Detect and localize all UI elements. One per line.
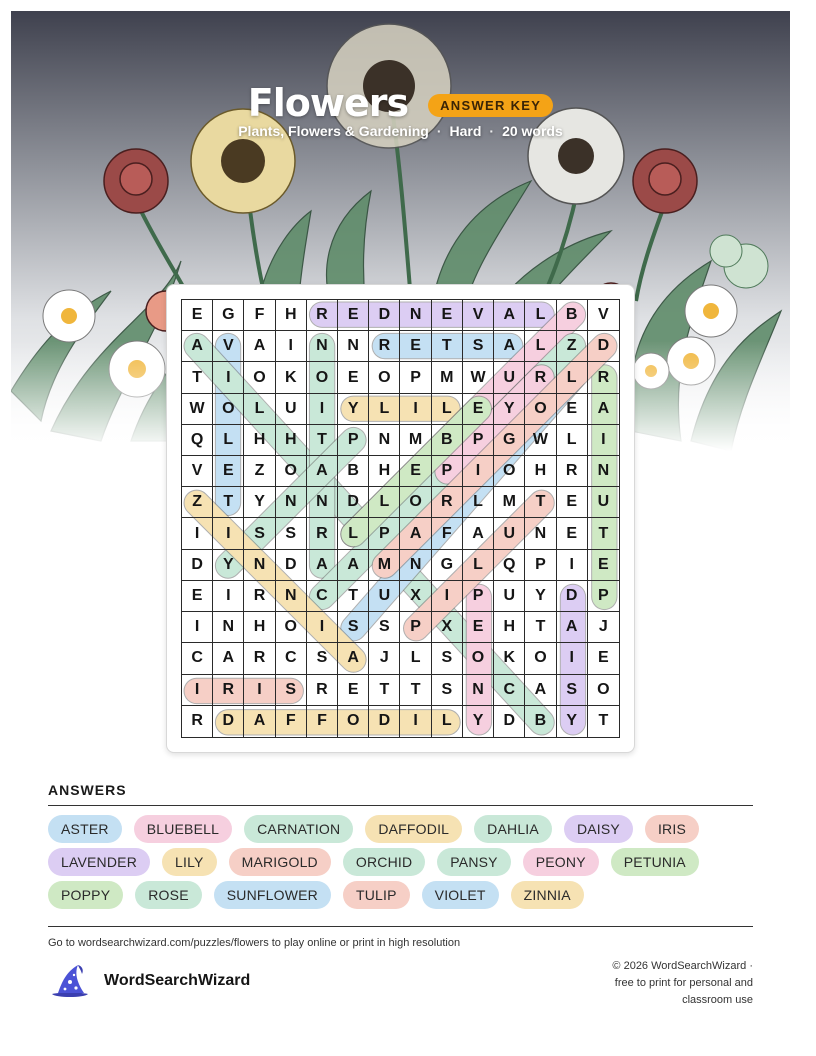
answer-chip: MARIGOLD [229,848,331,876]
grid-cell: N [525,518,556,549]
grid-cell: E [432,300,463,331]
grid-cell: O [244,362,275,393]
grid-cell: P [338,425,369,456]
grid-cell: C [276,643,307,674]
grid-cell: P [369,518,400,549]
grid-cell: E [557,518,588,549]
brand [48,962,250,1000]
grid-cell: E [338,362,369,393]
grid-cell: N [276,487,307,518]
answer-chip: ASTER [48,815,122,843]
grid-cell: H [525,456,556,487]
grid-cell: M [494,487,525,518]
grid-cell: B [525,706,556,737]
grid-cell: N [244,550,275,581]
grid-cell: L [369,487,400,518]
grid-cell: L [463,487,494,518]
grid-cell: U [588,487,619,518]
answer-chip: SUNFLOWER [214,881,331,909]
grid-cell: K [276,362,307,393]
grid-cell: C [307,581,338,612]
answer-chip: LAVENDER [48,848,150,876]
grid-cell: I [213,518,244,549]
grid-cell: O [213,394,244,425]
grid-cell: I [213,362,244,393]
grid-cell: R [307,518,338,549]
grid-cell: U [494,362,525,393]
grid-cell: I [276,331,307,362]
grid-cell: N [338,331,369,362]
grid-cell: O [276,612,307,643]
grid-cell: U [494,581,525,612]
grid-cell: I [244,675,275,706]
grid-cell: A [463,518,494,549]
answer-chip: VIOLET [422,881,499,909]
grid-cell: I [432,581,463,612]
answer-chip: POPPY [48,881,123,909]
grid-cell: D [557,581,588,612]
grid-cell: E [182,581,213,612]
grid-cell: I [588,425,619,456]
grid-cell: I [307,612,338,643]
difficulty-label: Hard [449,123,482,139]
grid-cell: P [400,362,431,393]
grid-cell: U [276,394,307,425]
meta-separator: · [489,123,495,139]
grid-cell: P [432,456,463,487]
grid-cell: C [494,675,525,706]
footer-divider [48,926,753,927]
grid-cell: Y [525,581,556,612]
grid-cell: L [213,425,244,456]
grid-cell: T [598,712,609,730]
grid-cell: L [463,550,494,581]
grid-cell: F [276,706,307,737]
answers-heading: ANSWERS [48,782,127,798]
grid-cell: B [432,425,463,456]
grid-cell: E [182,300,213,331]
grid-cell: E [588,643,619,674]
grid-cell: H [276,425,307,456]
grid-cell: V [463,300,494,331]
grid-cell: A [307,550,338,581]
grid-cell: R [369,331,400,362]
grid-cell: X [432,612,463,643]
grid-cell: E [588,550,619,581]
grid-cell: T [588,518,619,549]
grid-cell: T [400,675,431,706]
grid-cell: Y [494,394,525,425]
grid-cell: R [307,300,338,331]
grid-cell: E [463,394,494,425]
copyright-line: free to print for personal and [614,977,753,989]
grid-cell: I [400,394,431,425]
answer-chip: ORCHID [343,848,425,876]
grid-cell: O [525,394,556,425]
grid-cell: R [244,643,275,674]
grid-cell: M [369,550,400,581]
grid-cell: A [494,300,525,331]
grid-cell: P [400,612,431,643]
copyright-line: © 2026 WordSearchWizard · [612,960,753,972]
grid-cell: L [525,331,556,362]
title-row [11,81,790,125]
grid-cell: D [213,706,244,737]
grid-cell: M [400,425,431,456]
grid-cell: B [338,456,369,487]
grid-cell: O [307,362,338,393]
grid-cell: L [432,394,463,425]
grid-cell: R [588,362,619,393]
copyright-line: classroom use [682,994,753,1006]
puzzle-meta [11,123,790,139]
grid-cell: H [494,612,525,643]
grid-cell: Z [557,331,588,362]
word-search-grid [181,299,620,738]
grid-cell: A [588,394,619,425]
grid-cell: D [182,550,213,581]
grid-cell: Y [557,706,588,737]
grid-cell: N [369,425,400,456]
grid-cell: D [494,706,525,737]
grid-cell: F [432,518,463,549]
grid-cell: S [557,675,588,706]
answer-chip: LILY [162,848,217,876]
grid-cell: P [463,581,494,612]
grid-cell: A [557,612,588,643]
grid-cell: E [338,675,369,706]
grid-cell: S [276,675,307,706]
grid-cell: V [588,300,619,331]
grid-cell: O [276,456,307,487]
grid-cell: E [400,331,431,362]
grid-cell: E [213,456,244,487]
grid-cell: W [525,425,556,456]
grid-cell: E [557,394,588,425]
grid-cell: L [400,643,431,674]
grid-cell: S [432,643,463,674]
grid-cell: Y [463,706,494,737]
grid-cell: L [525,300,556,331]
grid-cell: P [525,550,556,581]
grid-cell: T [182,362,213,393]
grid-cell: N [276,581,307,612]
grid-cell: I [213,581,244,612]
grid-cell: N [400,550,431,581]
grid-cell: L [432,706,463,737]
grid-cell: X [400,581,431,612]
grid-cell: I [400,706,431,737]
grid-cell: A [400,518,431,549]
grid-cell: R [307,675,338,706]
grid-cell: A [307,456,338,487]
grid-cell: T [525,487,556,518]
grid-cell: E [557,487,588,518]
word-count-label: 20 words [502,123,563,139]
grid-cell: Y [213,550,244,581]
answer-chip: BLUEBELL [134,815,232,843]
grid-cell: O [588,675,619,706]
grid-cell: I [557,643,588,674]
grid-cell: T [432,331,463,362]
category-label: Plants, Flowers & Gardening [238,123,429,139]
grid-cell: P [463,425,494,456]
grid-cell: T [369,675,400,706]
answer-chip: PETUNIA [611,848,699,876]
grid-cell: R [244,581,275,612]
grid-cell: S [307,643,338,674]
grid-cell: A [182,331,213,362]
grid-cell: R [432,487,463,518]
grid-cell: G [213,300,244,331]
grid-cell: O [525,643,556,674]
grid-cell: S [369,612,400,643]
answer-key-badge: ANSWER KEY [428,94,553,117]
grid-cell: Q [182,425,213,456]
grid-cell: S [276,518,307,549]
grid-cell: I [182,612,213,643]
answer-chip: PANSY [437,848,510,876]
grid-cell: R [525,362,556,393]
grid-cell: B [557,300,588,331]
grid-cell: T [213,487,244,518]
answer-chip: TULIP [343,881,410,909]
grid-cell: E [338,300,369,331]
grid-cell: Y [244,487,275,518]
grid-cell: L [557,362,588,393]
grid-cell: J [588,612,619,643]
answer-chip: PEONY [523,848,599,876]
grid-cell: J [369,643,400,674]
meta-separator: · [436,123,442,139]
grid-cell: T [338,581,369,612]
grid-cell: A [494,331,525,362]
grid-cell: O [369,362,400,393]
brand-name: WordSearchWizard [104,972,251,989]
page-title: Flowers [247,81,409,125]
grid-cell: I [307,394,338,425]
grid-cell: S [432,675,463,706]
grid-cell: W [463,362,494,393]
grid-cell: D [276,550,307,581]
grid-cell: E [400,456,431,487]
grid-cell: R [213,675,244,706]
grid-cell: Q [494,550,525,581]
grid-cell: D [369,300,400,331]
grid-cell: S [463,331,494,362]
answer-chip: CARNATION [244,815,353,843]
answers-list [48,815,758,909]
grid-cell: F [244,300,275,331]
grid-cell: I [182,518,213,549]
grid-cell: R [182,706,213,737]
grid-cell: H [244,425,275,456]
grid-cell: K [494,643,525,674]
grid-cell: N [307,487,338,518]
grid-cell: A [525,675,556,706]
grid-cell: A [213,643,244,674]
grid-cell: H [369,456,400,487]
grid-cell: U [494,518,525,549]
grid-cell: O [494,456,525,487]
grid-cell: N [213,612,244,643]
answer-chip: ZINNIA [511,881,584,909]
grid-cell: R [557,456,588,487]
grid-cell: G [494,425,525,456]
grid-cell: A [338,643,369,674]
grid-cell: W [182,394,213,425]
grid-cell: N [588,456,619,487]
answers-divider [48,805,753,806]
copyright-notice [583,958,753,1009]
wizard-hat-icon [48,962,92,1000]
grid-cell: L [557,425,588,456]
grid-cell: T [307,425,338,456]
answer-chip: ROSE [135,881,201,909]
grid-cell: M [432,362,463,393]
grid-cell: Y [338,394,369,425]
grid-cell: P [588,581,619,612]
grid-cell: A [338,550,369,581]
grid-cell: A [244,706,275,737]
grid-cell: L [369,394,400,425]
grid-cell: E [463,612,494,643]
answer-chip: DAHLIA [474,815,552,843]
grid-cell: I [182,675,213,706]
grid-cell: D [588,331,619,362]
grid-cell: D [369,706,400,737]
grid-cell: Z [244,456,275,487]
grid-cell: U [369,581,400,612]
grid-cell: F [307,706,338,737]
grid-cell: O [400,487,431,518]
grid-cell: T [525,612,556,643]
grid-cell: L [244,394,275,425]
grid-cell: N [400,300,431,331]
grid-cell: L [338,518,369,549]
answer-chip: DAFFODIL [365,815,462,843]
grid-cell: I [463,456,494,487]
grid-cell: O [338,706,369,737]
grid-cell: S [338,612,369,643]
grid-cell: S [244,518,275,549]
grid-cell: Z [182,487,213,518]
grid-cell: N [307,331,338,362]
grid-cell: N [463,675,494,706]
grid-cell: I [557,550,588,581]
grid-cell: D [338,487,369,518]
grid-cell: H [244,612,275,643]
grid-cell: O [463,643,494,674]
grid-cell: V [182,456,213,487]
grid-cell: C [182,643,213,674]
grid-cell: G [432,550,463,581]
grid-cell: A [244,331,275,362]
answer-chip: IRIS [645,815,699,843]
answer-chip: DAISY [564,815,633,843]
word-search-grid-container [181,299,620,738]
grid-cell: H [276,300,307,331]
grid-cell: V [213,331,244,362]
play-online-link[interactable]: Go to wordsearchwizard.com/puzzles/flowers to play online or print in high resolution [48,937,461,949]
